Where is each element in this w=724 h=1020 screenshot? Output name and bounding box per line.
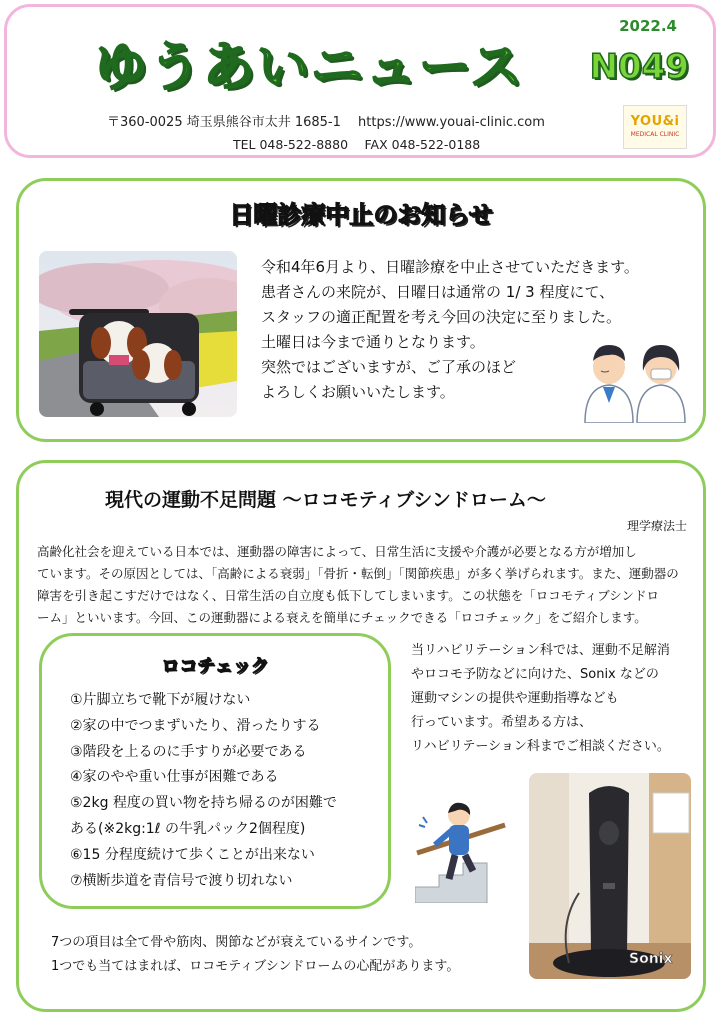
notice-line: 土曜日は今まで通りとなります。 [261,333,485,351]
check-item: ある(※2kg:1ℓ の牛乳パック2個程度) [70,820,306,837]
dogs-cherry-blossom-photo [39,251,237,417]
notice-line: 患者さんの来院が、日曜日は通常の 1/ 3 程度にて、 [261,283,615,301]
check-item: ③階段を上るのに手すりが必要である [70,743,307,760]
summary-line: 7つの項目は全て骨や筋肉、関節などが衰えているサインです。 [51,935,422,950]
summary-line: 1つでも当てはまれば、ロコモティブシンドロームの心配があります。 [51,959,460,974]
check-item: ①片脚立ちで靴下が履けない [70,692,251,708]
intro-line: 高齢化社会を迎えている日本では、運動器の障害によって、日常生活に支援や介護が必要となる方が増加し [37,544,637,559]
notice-line: 令和4年6月より、日曜診療を中止させていただきます。 [261,258,639,276]
locomo-intro [37,541,693,629]
check-item: ⑥15 分程度続けて歩くことが出来ない [70,846,315,863]
intro-line: 障害を引き起こすだけではなく、日常生活の自立度も低下してしまいます。この状態を「ロコモティブシンドロ [37,588,659,603]
issue-date: 2022.4 [619,17,677,35]
notice-section [16,178,706,442]
clinic-address: 〒360-0025 埼玉県熊谷市太井 1685-1 https://www.youai-clinic.com [107,115,545,130]
check-item: ⑤2kg 程度の買い物を持ち帰るのが困難で [70,795,337,812]
rehab-line: 行っています。希望ある方は、 [411,715,592,730]
locomo-section [16,460,706,1012]
intro-line: ーム」といいます。今回、この運動器による衰えを簡単にチェックできる「ロコチェック」をご紹介します。 [37,610,647,625]
logo-main-text: YOU&i [630,114,680,129]
rehab-line: 運動マシンの提供や運動指導なども [411,691,619,706]
locomo-title: 現代の運動不足問題 ～ロコモティブシンドローム～ [105,489,546,511]
notice-title: 日曜診療中止のお知らせ [229,201,493,229]
rehab-line: リハビリテーション科までご相談ください。 [411,739,670,754]
locomo-check-title: ロコチェック [161,656,269,677]
locomo-check-box [39,633,391,909]
notice-line: よろしくお願いいたします。 [261,383,455,401]
locomo-summary [51,931,521,979]
rehab-info [411,639,701,759]
rehab-line: やロコモ予防などに向けた、Sonix などの [411,667,659,682]
stairs-handrail-illustration [415,795,511,903]
clinic-logo [623,105,687,149]
locomo-check-list [70,688,380,894]
intro-line: ています。その原因としては、「高齢による衰弱」「骨折・転倒」「関節疾患」が多く挙げられます。また、運動器の [37,566,679,581]
sonix-machine-photo [529,773,691,979]
check-item: ②家の中でつまずいたり、滑ったりする [70,717,321,734]
notice-line: スタッフの適正配置を考え今回の決定に至りました。 [261,308,622,326]
sonix-label: Sonix [629,951,673,967]
issue-number: N049 [589,47,689,87]
check-item: ⑦横断歩道を青信号で渡り切れない [70,872,293,889]
rehab-line: 当リハビリテーション科では、運動不足解消 [411,643,670,658]
logo-sub-text: MEDICAL CLINIC [630,131,680,138]
notice-line: 突然ではございますが、ご了承のほど [261,358,517,376]
check-item: ④家のやや重い仕事が困難である [70,769,279,786]
clinic-contact: TEL 048-522-8880 FAX 048-522-0188 [233,137,481,152]
newsletter-title: ゆうあいニュース [95,38,525,98]
newsletter-header [4,4,716,158]
author-label: 理学療法士 [626,519,687,533]
bowing-staff-illustration [579,331,691,423]
